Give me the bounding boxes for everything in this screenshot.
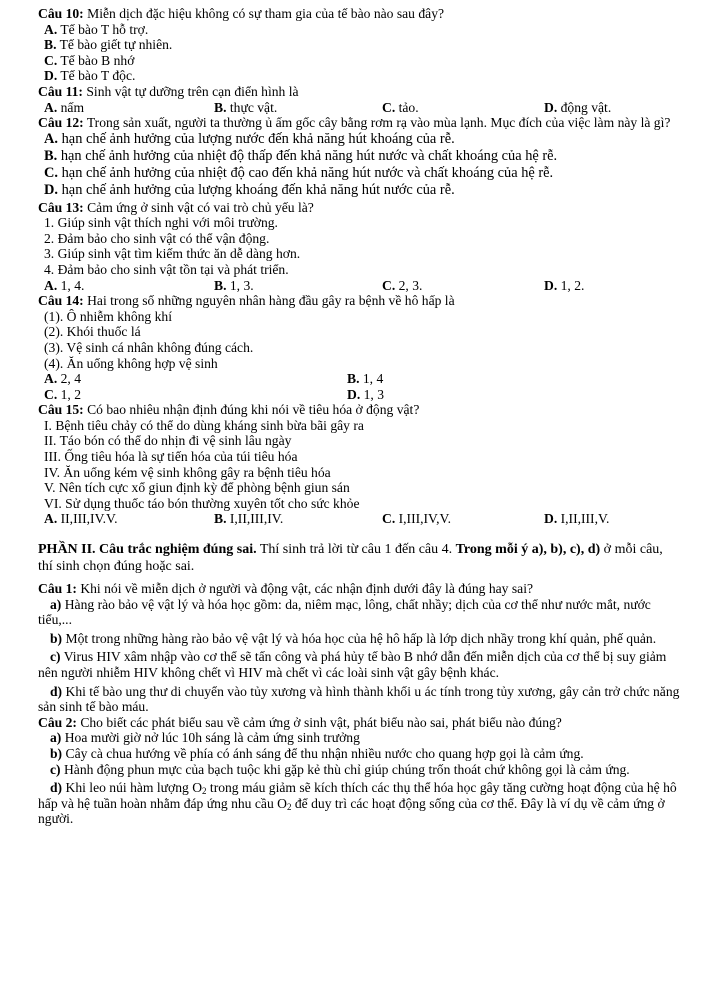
tf-question-1	[38, 581, 680, 715]
list-item: V. Nên tích cực xổ giun định kỳ để phòng bệnh giun sán	[44, 480, 350, 496]
statement-d[interactable]	[38, 780, 680, 827]
question-10	[38, 6, 680, 84]
option-key: C.	[44, 165, 58, 182]
statement-key: c)	[50, 649, 61, 665]
option-key: D.	[544, 277, 558, 293]
option-text: hạn chế ảnh hưởng của nhiệt độ thấp đến khả năng hút nước và chất khoáng của hệ rễ.	[60, 147, 558, 164]
question-text: Cho biết các phát biểu sau về cảm ứng ở sinh vật, phát biểu nào sai, phát biểu nào đúng?	[80, 714, 562, 730]
list-item: IV. Ăn uống kém vệ sinh không gây ra bệnh tiêu hóa	[44, 464, 331, 480]
question-text: Khi nói về miễn dịch ở người và động vật, các nhận định dưới đây là đúng hay sai?	[80, 581, 534, 597]
option-b[interactable]	[38, 148, 680, 165]
question-label: Câu 12:	[38, 115, 84, 131]
list-item: (2). Khói thuốc lá	[44, 324, 141, 340]
option-key: A.	[44, 277, 58, 293]
statement-key: b)	[50, 630, 63, 646]
statement-key: a)	[50, 730, 62, 746]
question-12	[38, 115, 680, 199]
question-15	[38, 402, 680, 527]
statement-b[interactable]	[38, 631, 680, 647]
part-instruction-bold: Trong mỗi ý a), b), c), d)	[455, 542, 601, 558]
part-2-heading	[38, 541, 680, 575]
option-key: C.	[382, 511, 396, 527]
question-text: Trong sản xuất, người ta thường ủ ấm gốc cây bằng rơm rạ vào mùa lạnh. Mục đích của việc làm này là gì?	[86, 115, 671, 131]
option-key: C.	[382, 277, 396, 293]
option-text: Tế bào T hỗ trợ.	[60, 21, 149, 37]
option-text: I,III,IV,V.	[398, 511, 451, 527]
subscript: 2	[286, 801, 292, 812]
option-a[interactable]	[44, 511, 214, 527]
statement-key: a)	[50, 596, 62, 612]
option-key: C.	[44, 52, 58, 68]
option-key: B.	[214, 277, 227, 293]
option-key: B.	[214, 99, 227, 115]
statement-a[interactable]	[38, 730, 680, 746]
option-a[interactable]	[44, 371, 347, 387]
question-label: Câu 13:	[38, 199, 84, 215]
option-key: A.	[44, 371, 58, 387]
option-text: Tế bào giết tự nhiên.	[59, 37, 173, 53]
option-key: B.	[214, 511, 227, 527]
list-item: (1). Ô nhiễm không khí	[44, 308, 172, 324]
statement-text: Một trong những hàng rào bảo vệ vật lý và hóa học của hệ hô hấp là lớp dịch nhầy trong khí quản, phế quản.	[65, 630, 657, 646]
option-text: I,II,III,IV.	[229, 511, 284, 527]
statement-text: Cây cà chua hướng về phía có ánh sáng để thu nhận nhiều nước cho quang hợp gọi là cảm ứng.	[65, 745, 584, 761]
option-text: Tế bào T độc.	[60, 68, 136, 84]
list-item: 4. Đảm bảo cho sinh vật tồn tại và phát triển.	[44, 261, 289, 277]
part-title: PHẦN II. Câu trắc nghiệm đúng sai.	[38, 542, 257, 558]
option-text: 1, 4	[362, 371, 384, 387]
option-key: B.	[347, 371, 360, 387]
option-text: 1, 3.	[229, 277, 254, 293]
option-text: tảo.	[398, 99, 419, 115]
statement-text: Khi leo núi hàm lượng O	[65, 780, 203, 796]
question-text: Sinh vật tự dưỡng trên cạn điển hình là	[86, 83, 299, 99]
option-a[interactable]	[44, 100, 214, 116]
option-b[interactable]	[347, 371, 383, 387]
option-text: hạn chế ảnh hưởng của lượng khoáng đến khả năng hút nước của rễ.	[61, 182, 455, 199]
options-row	[38, 278, 680, 294]
question-text: Hai trong số những nguyên nhân hàng đầu gây ra bệnh về hô hấp là	[87, 293, 455, 309]
tf-question-2	[38, 715, 680, 827]
option-text: hạn chế ảnh hưởng của lượng nước đến khả năng hút khoáng của rễ.	[61, 130, 455, 147]
option-text: thực vật.	[229, 99, 278, 115]
option-key: D.	[544, 99, 558, 115]
question-14	[38, 293, 680, 402]
statement-key: b)	[50, 745, 63, 761]
option-c[interactable]	[382, 278, 544, 294]
statement-text: để duy trì các hoạt động sống của cơ thể. Đây là ví dụ về cảm ứng ở người.	[38, 795, 665, 827]
part-instruction-end: ở mỗi câu, thí sinh chọn đúng hoặc sai.	[38, 542, 663, 575]
option-b[interactable]	[214, 511, 382, 527]
option-a[interactable]	[38, 131, 680, 148]
option-text: động vật.	[560, 99, 612, 115]
statement-c[interactable]	[38, 762, 680, 778]
subscript: 2	[202, 786, 207, 797]
option-text: 1, 2	[60, 386, 82, 402]
question-text: Miễn dịch đặc hiệu không có sự tham gia của tế bào nào sau đây?	[87, 6, 445, 21]
option-text: I,II,III,V.	[560, 511, 610, 527]
option-text: 1, 3	[363, 386, 385, 402]
option-text: 1, 2.	[560, 277, 585, 293]
option-d[interactable]	[544, 511, 609, 527]
option-key: D.	[44, 182, 58, 199]
part-instruction: Thí sinh trả lời từ câu 1 đến câu 4.	[259, 542, 453, 558]
list-item: I. Bệnh tiêu chảy có thể do dùng kháng sinh bừa bãi gây ra	[44, 417, 364, 433]
option-key: D.	[544, 511, 558, 527]
question-label: Câu 15:	[38, 402, 84, 418]
option-key: C.	[382, 99, 396, 115]
option-key: D.	[347, 386, 361, 402]
question-label: Câu 14:	[38, 293, 84, 309]
question-13	[38, 200, 680, 294]
question-text: Cảm ứng ở sinh vật có vai trò chủ yếu là?	[87, 199, 314, 215]
option-text: 1, 4.	[60, 277, 85, 293]
options-row	[38, 511, 680, 527]
option-d[interactable]	[347, 387, 384, 403]
statement-key: c)	[50, 761, 61, 777]
option-key: A.	[44, 130, 58, 147]
option-key: B.	[44, 147, 58, 164]
option-text: hạn chế ảnh hưởng của nhiệt độ cao đến khả năng hút nước và chất khoáng của hệ rễ.	[61, 165, 554, 182]
option-key: B.	[44, 37, 57, 53]
option-text: II,III,IV.V.	[60, 511, 118, 527]
option-d[interactable]	[544, 278, 584, 294]
option-a[interactable]	[38, 22, 680, 38]
list-item: (4). Ăn uống không hợp vệ sinh	[44, 355, 218, 371]
statement-text: trong máu giảm sẽ kích thích các thụ thể hóa học gây tăng cường hoạt động của hệ hô hấp và hệ tuần hoàn nhằm đáp ứng nhu cầu O	[38, 780, 677, 811]
option-a[interactable]	[44, 278, 214, 294]
option-key: D.	[44, 68, 58, 84]
options-row	[38, 371, 680, 387]
statement-key: d)	[50, 683, 63, 699]
statement-c[interactable]	[38, 649, 680, 680]
statement-a[interactable]	[38, 597, 680, 628]
question-label: Câu 1:	[38, 581, 77, 597]
statement-text: Hành động phun mực của bạch tuộc khi gặp kẻ thù chỉ giúp chúng trốn thoát chứ không gọi là cảm ứng.	[63, 761, 630, 777]
list-item: II. Táo bón có thể do nhịn đi vệ sinh lâu ngày	[44, 433, 292, 449]
option-key: A.	[44, 99, 58, 115]
option-key: C.	[44, 386, 58, 402]
option-c[interactable]	[382, 511, 544, 527]
list-item: 3. Giúp sinh vật tìm kiếm thức ăn dễ dàng hơn.	[44, 246, 301, 262]
option-c[interactable]	[382, 100, 544, 116]
options-row	[38, 387, 680, 403]
option-text: 2, 4	[60, 371, 82, 387]
option-c[interactable]	[38, 53, 680, 69]
option-b[interactable]	[214, 100, 382, 116]
list-item: III. Ống tiêu hóa là sự tiến hóa của túi tiêu hóa	[44, 449, 298, 465]
statement-d[interactable]	[38, 684, 680, 715]
list-item: 2. Đảm bảo cho sinh vật có thể vận động.	[44, 230, 270, 246]
option-text: nấm	[60, 99, 85, 115]
list-item: VI. Sử dụng thuốc táo bón thường xuyên tốt cho sức khỏe	[44, 495, 360, 511]
option-c[interactable]	[44, 387, 347, 403]
statement-text: Khi tế bào ung thư di chuyển vào tủy xương và hình thành khối u ác tính trong tủy xương, gây cản trở chức năng sản sinh tế bào máu.	[38, 683, 680, 715]
statement-text: Hàng rào bảo vệ vật lý và hóa học gồm: da, niêm mạc, lông, chất nhầy; dịch của cơ thể như nước mắt, nước tiểu,...	[38, 596, 651, 628]
question-label: Câu 10:	[38, 6, 84, 21]
option-text: 2, 3.	[398, 277, 423, 293]
option-key: A.	[44, 511, 58, 527]
statement-text: Hoa mười giờ nở lúc 10h sáng là cảm ứng sinh trưởng	[64, 730, 360, 746]
list-item: (3). Vệ sinh cá nhân không đúng cách.	[44, 339, 254, 355]
option-d[interactable]	[38, 68, 680, 84]
option-d[interactable]	[544, 100, 611, 116]
question-label: Câu 11:	[38, 83, 83, 99]
option-key: A.	[44, 21, 58, 37]
statement-b[interactable]	[38, 746, 680, 762]
options-row	[38, 100, 680, 116]
statement-key: d)	[50, 780, 63, 796]
option-b[interactable]	[38, 37, 680, 53]
question-11	[38, 84, 680, 115]
option-b[interactable]	[214, 278, 382, 294]
option-d[interactable]	[38, 182, 680, 199]
statement-text: Virus HIV xâm nhập vào cơ thể sẽ tấn công và phá hủy tế bào B nhớ dẫn đến miễn dịch của cơ thể bị suy giảm nên người nhiễm HIV không chết vì HIV mà chết vì các loài sinh vật gây bệnh khác.	[38, 649, 667, 680]
question-text: Có bao nhiêu nhận định đúng khi nói về tiêu hóa ở động vật?	[87, 402, 420, 418]
question-label: Câu 2:	[38, 714, 77, 730]
option-text: Tế bào B nhớ	[60, 52, 135, 68]
option-c[interactable]	[38, 165, 680, 182]
list-item: 1. Giúp sinh vật thích nghi với môi trường.	[44, 215, 278, 231]
